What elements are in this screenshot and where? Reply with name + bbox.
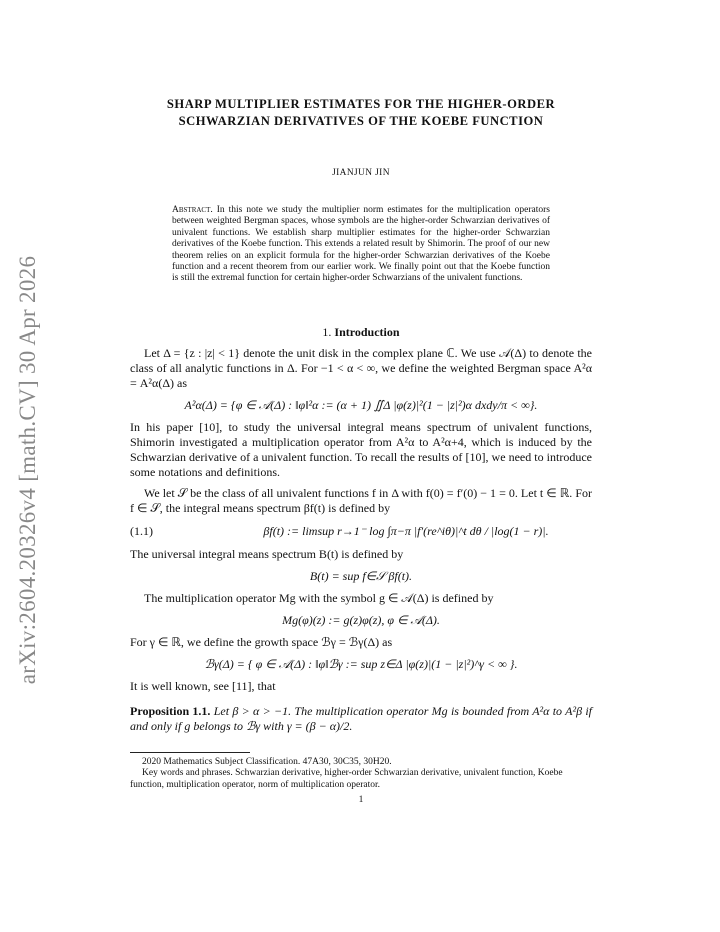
footnote-keywords: Key words and phrases. Schwarzian derivative, higher-order Schwarzian derivative, univalent function, Koebe function, multiplication operator, norm of multiplication operator. bbox=[130, 768, 563, 790]
section-title: Introduction bbox=[334, 324, 400, 339]
equation-bergman: A²α(Δ) = {φ ∈ 𝒜(Δ) : ‖φ‖²α := (α + 1) ∬Δ |φ(z)|²(1 − |z|²)α dxdy/π < ∞}. bbox=[184, 397, 538, 412]
paper-page bbox=[130, 96, 592, 808]
paragraph-7: It is well known, see [11], that bbox=[130, 678, 276, 693]
abstract-label: Abstract. bbox=[172, 205, 213, 215]
equation-growth: ℬγ(Δ) = { φ ∈ 𝒜(Δ) : ‖φ‖ℬγ := sup z∈Δ |φ(z)|(1 − |z|²)^γ < ∞ }. bbox=[204, 656, 518, 671]
arxiv-identifier: arXiv:2604.20326v4 [math.CV] 30 Apr 2026 bbox=[15, 255, 40, 685]
page-number: 1 bbox=[358, 795, 364, 806]
section-heading bbox=[130, 325, 592, 340]
equation-1-1 bbox=[130, 524, 592, 539]
equation-B: B(t) = sup f∈𝒮 βf(t). bbox=[309, 568, 413, 583]
paragraph-2: In his paper [10], to study the universal integral means spectrum of univalent functions, Shimorin investigated a multiplication operator from A²α to A²α+4, which is induced by the Schwarzian derivative of a univalent function. To recall the results of [10], we need to introduce some notations and definitions. bbox=[130, 419, 592, 479]
title-line-1: SHARP MULTIPLIER ESTIMATES FOR THE HIGHER-ORDER bbox=[166, 97, 556, 111]
equation-number: (1.1) bbox=[130, 523, 153, 538]
paper-title bbox=[130, 96, 592, 130]
footnote-rule bbox=[130, 752, 250, 753]
footnotes bbox=[130, 757, 592, 792]
paragraph-5: The multiplication operator Mg with the symbol g ∈ 𝒜(Δ) is defined by bbox=[144, 590, 494, 605]
abstract-text: In this note we study the multiplier norm estimates for the multiplication operators between weighted Bergman spaces, whose symbols are the higher-order Schwarzian derivatives of univalent functions. We establish sharp multiplier estimates for the higher-order Schwarzian derivatives of the Koebe function. This extends a related result by Shimorin. The proof of our new theorem relies on an explicit formula for the higher-order Schwarzian derivatives of the Koebe function and a recent theorem from our earlier work. We finally point out that the Koebe function is still the extremal function for certain higher-order Schwarzians of the univalent functions. bbox=[172, 205, 550, 284]
proposition-label: Proposition 1.1. bbox=[130, 703, 211, 718]
paragraph-1: Let Δ = {z : |z| < 1} denote the unit disk in the complex plane ℂ. We use 𝒜(Δ) to denote the class of all analytic functions in Δ. For −1 < α < ∞, we define the weighted Bergman space A²α = A²α(Δ) as bbox=[130, 345, 592, 390]
proposition-text: Let β > α > −1. The multiplication operator Mg is bounded from A²α to A²β if and only if g belongs to ℬγ with γ = (β − α)/2. bbox=[130, 703, 593, 733]
paragraph-4: The universal integral means spectrum B(t) is defined by bbox=[130, 546, 404, 561]
paragraph-3: We let 𝒮 be the class of all univalent functions f in Δ with f(0) = f′(0) − 1 = 0. Let t ∈ ℝ. For f ∈ 𝒮, the integral means spectrum βf(t) is defined by bbox=[130, 485, 592, 515]
arxiv-sidebar-stamp bbox=[6, 240, 50, 700]
equation-beta: βf(t) := limsup r→1⁻ log ∫π−π |f′(re^iθ)|^t dθ / |log(1 − r)|. bbox=[263, 523, 549, 538]
author-name: JIANJUN JIN bbox=[332, 168, 390, 178]
paragraph-6: For γ ∈ ℝ, we define the growth space ℬγ = ℬγ(Δ) as bbox=[130, 634, 393, 649]
abstract bbox=[172, 205, 550, 285]
section-number: 1. bbox=[322, 324, 332, 339]
title-line-2: SCHWARZIAN DERIVATIVES OF THE KOEBE FUNCTION bbox=[178, 114, 544, 128]
proposition-1-1 bbox=[130, 704, 592, 734]
footnote-classification: 2020 Mathematics Subject Classification. 47A30, 30C35, 30H20. bbox=[142, 756, 392, 767]
equation-M: Mg(φ)(z) := g(z)φ(z), φ ∈ 𝒜(Δ). bbox=[282, 612, 440, 627]
